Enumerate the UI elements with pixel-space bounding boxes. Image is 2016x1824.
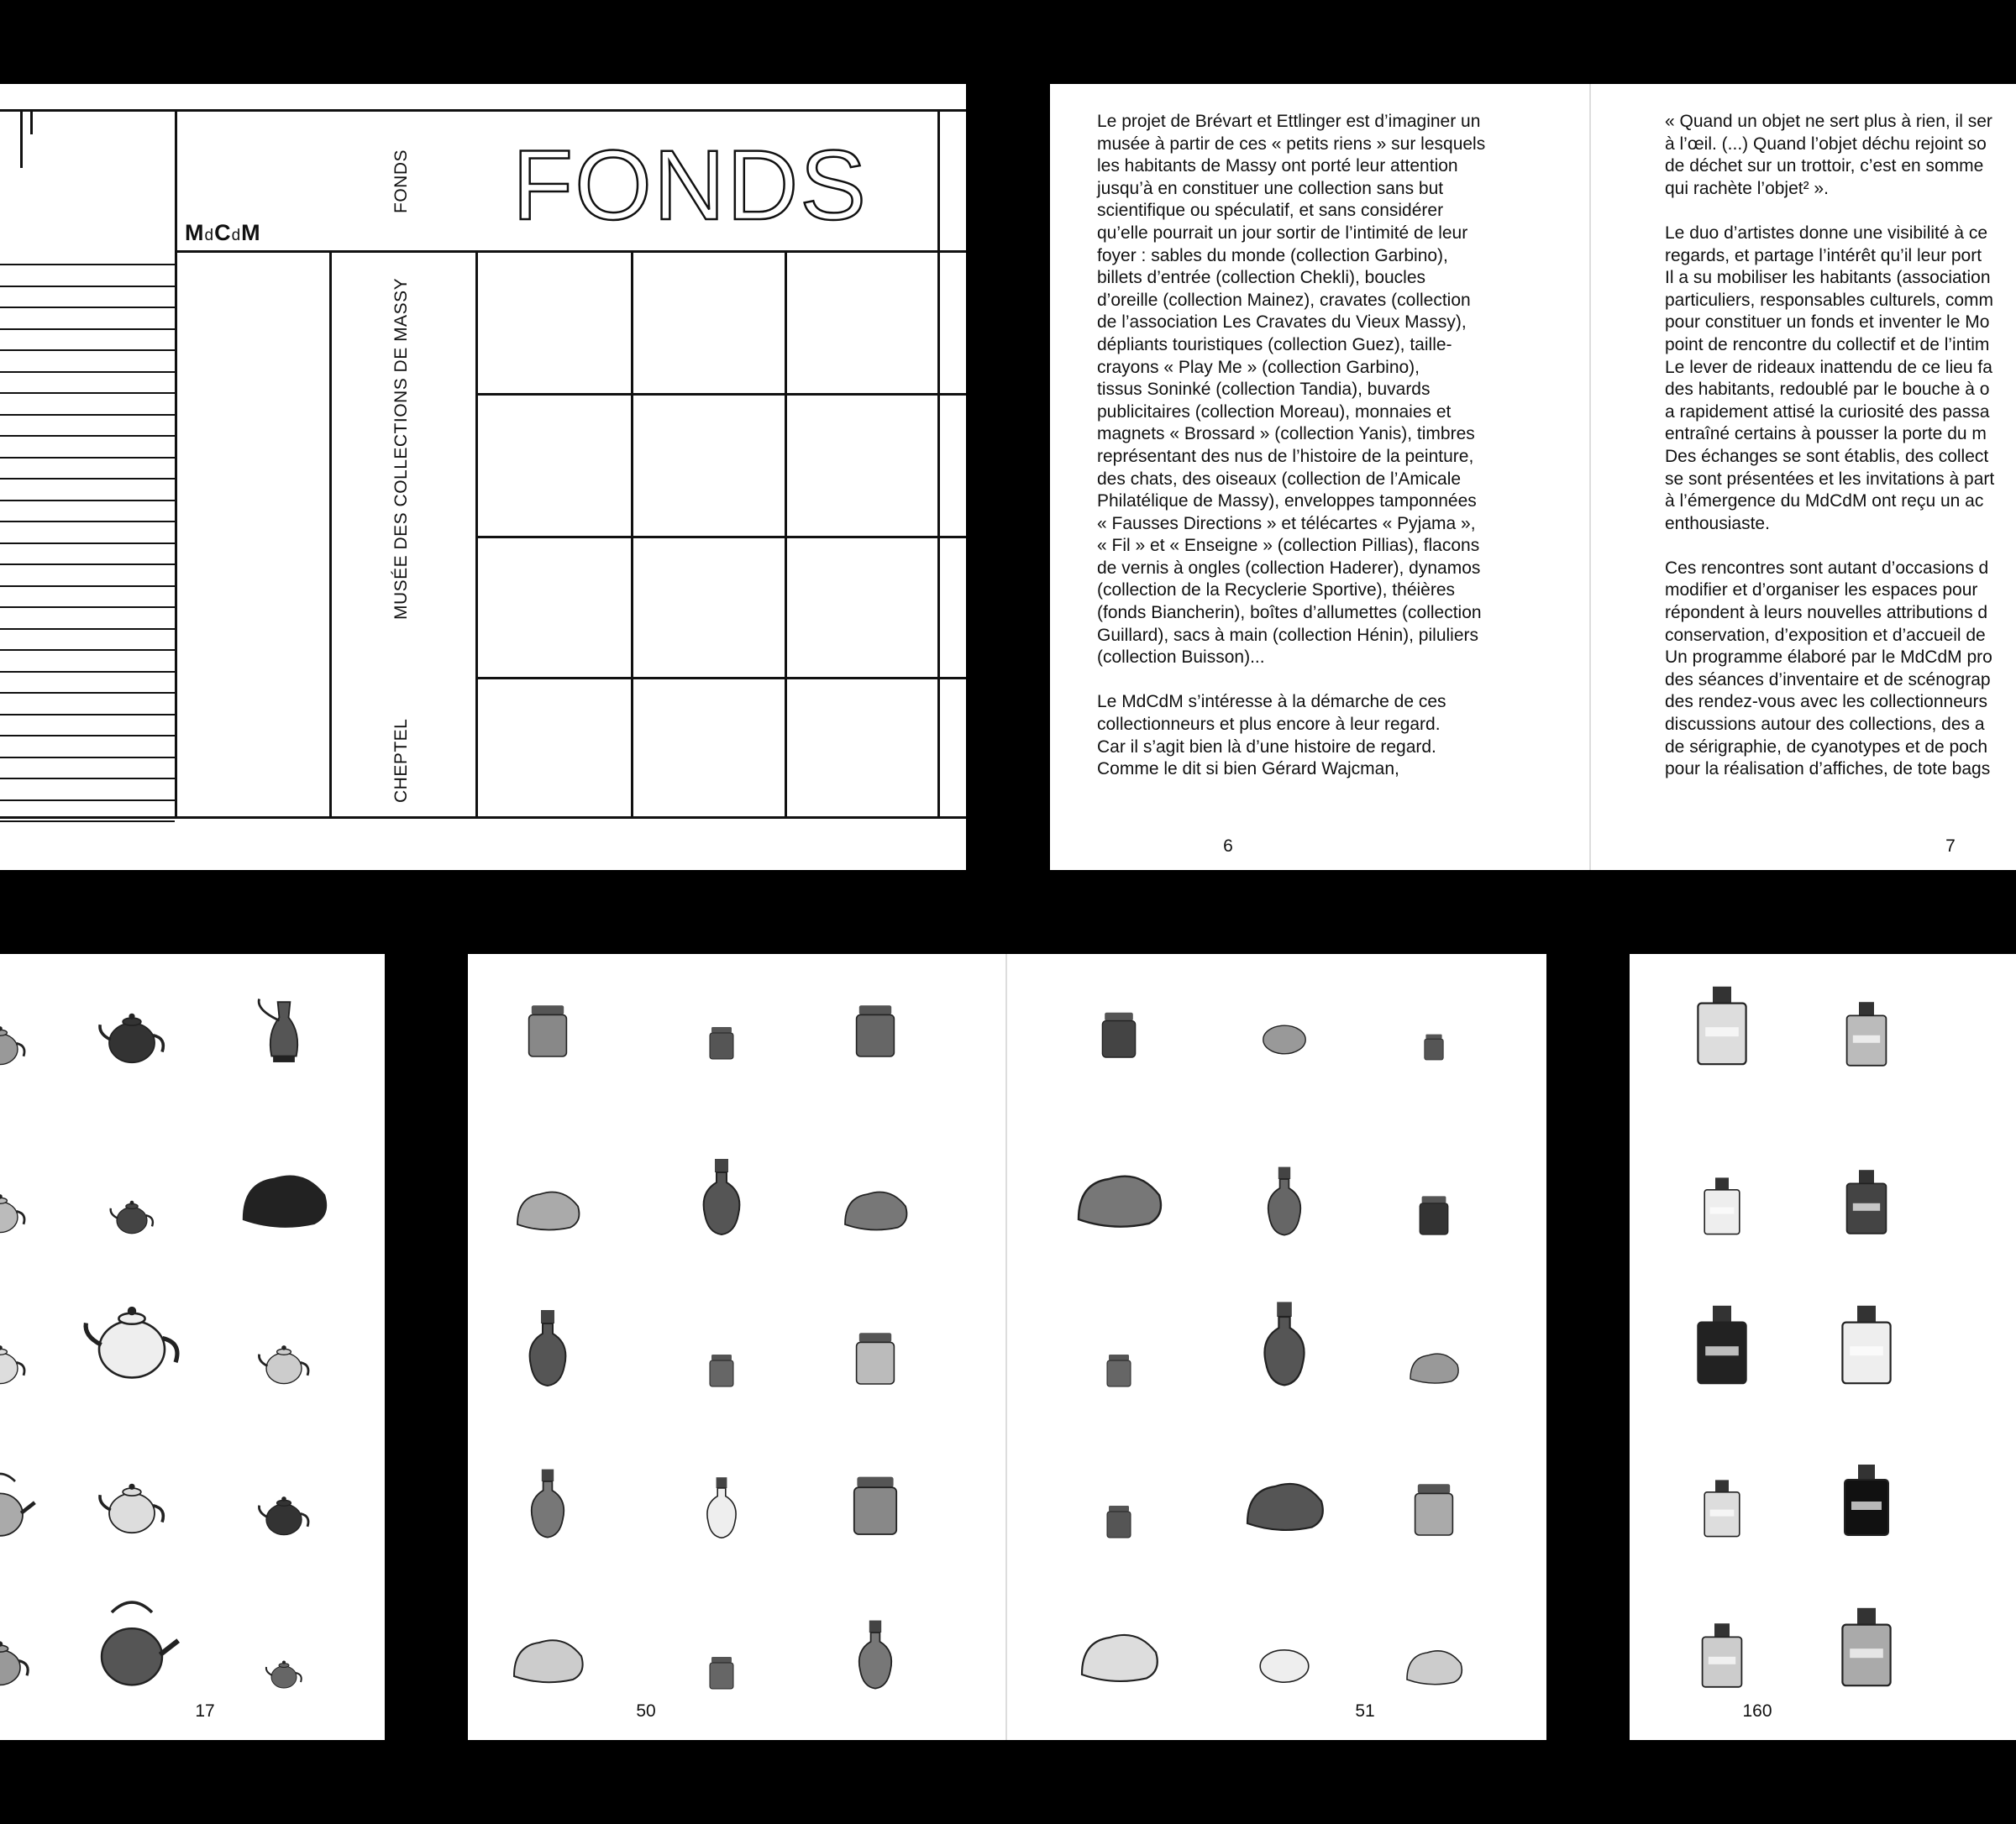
ruled-line bbox=[0, 392, 175, 394]
cover-page bbox=[0, 84, 966, 870]
sand-item-bottle bbox=[1217, 1290, 1352, 1391]
ruled-line bbox=[0, 735, 175, 736]
sand-item-jar bbox=[480, 962, 615, 1063]
sand-item-bottle bbox=[654, 1139, 789, 1240]
cheptel-label: CHEPTEL bbox=[391, 718, 411, 803]
fonds-title: FONDS bbox=[512, 130, 868, 241]
ruled-line bbox=[0, 820, 175, 822]
teapot-item-kettle bbox=[65, 1592, 199, 1693]
sand-item-bag bbox=[808, 1139, 942, 1240]
sand-item-bag bbox=[480, 1592, 615, 1693]
teapot-item-teapot bbox=[65, 1441, 199, 1542]
sand-item-jar bbox=[654, 1592, 789, 1693]
tick-mark bbox=[30, 109, 33, 134]
ruled-line bbox=[0, 349, 175, 351]
teapot-item-dallah bbox=[217, 971, 351, 1072]
ruled-line bbox=[0, 606, 175, 608]
ruled-line bbox=[0, 478, 175, 480]
sand-item-bowl bbox=[1217, 962, 1352, 1063]
mdcdm-logo: MdCdM bbox=[185, 220, 261, 245]
label-divider-1 bbox=[329, 250, 332, 818]
page-number-left: 50 bbox=[636, 1701, 656, 1721]
sand-spread bbox=[468, 954, 1546, 1740]
perfume-page bbox=[1630, 954, 2016, 1740]
page-number: 160 bbox=[1742, 1701, 1772, 1721]
teapot-item-teapot bbox=[217, 1592, 351, 1693]
perfume-item-perfume bbox=[1799, 1139, 1934, 1240]
ruled-line bbox=[0, 671, 175, 673]
perfume-item-perfume bbox=[1655, 1441, 1789, 1542]
sand-item-jar bbox=[654, 1290, 789, 1391]
grid-vline bbox=[631, 250, 633, 818]
ruled-line bbox=[0, 457, 175, 459]
frame-right bbox=[937, 109, 940, 818]
teapot-item-teapot bbox=[0, 1139, 67, 1240]
ruled-line bbox=[0, 264, 175, 265]
tick-mark bbox=[20, 109, 23, 168]
header-divider bbox=[175, 250, 966, 253]
frame-top bbox=[0, 109, 966, 112]
page-number-left: 6 bbox=[1223, 836, 1233, 856]
frame-bottom bbox=[0, 816, 966, 819]
grid-vline bbox=[785, 250, 787, 818]
perfume-item-perfume bbox=[1655, 1592, 1789, 1693]
grid-hline bbox=[475, 677, 966, 679]
teapot-item-teapot bbox=[65, 971, 199, 1072]
teapot-item-teapot bbox=[0, 1290, 67, 1391]
grid-hline bbox=[475, 536, 966, 538]
page-number-right: 7 bbox=[1945, 836, 1956, 856]
page-number-right: 51 bbox=[1355, 1701, 1375, 1721]
label-divider-2 bbox=[475, 250, 478, 818]
ruled-line bbox=[0, 371, 175, 373]
ruled-line bbox=[0, 328, 175, 330]
perfume-item-perfume bbox=[1799, 1441, 1934, 1542]
ruled-line bbox=[0, 628, 175, 630]
teapot-item-teapot bbox=[0, 971, 67, 1072]
right-text-column: « Quand un objet ne sert plus à rien, il ser à l’œil. (...) Quand l’objet déchu rejoint so de déchet sur un trottoir, c’est en somme qui rachète l’objet² ». Le duo d’artistes donne une visibilité à ce regards, et partage l’intérêt qu’il leur port Il a su mobiliser les habitants (association particuliers, responsables culturels, comm pour constituer un fonds et inventer le Mo point de rencontre du collectif et de l’intim Le lever de rideaux inattendu de ce lieu fa des habitants, redoublé par le bouche à o a rapidement attisé la curiosité des passa entraîné certains à pousser la porte du m Des échanges se sont établis, des collect se sont présentées et les invitations à part à l’émergence du MdCdM ont reçu un ac enthousiaste. Ces rencontres sont autant d’occasions d modifier et d’organiser les espaces pour répondent à leurs nouvelles attributions d conservation, d’exposition et d’accueil de Un programme élaboré par le MdCdM pro des séances d’inventaire et de scénograp des rendez-vous avec les collectionneurs discussions autour des collections, des a de sérigraphie, de cyanotypes et de poch pour la réalisation d’affiches, de tote bags bbox=[1665, 112, 1995, 779]
teapot-item-kettle bbox=[0, 1441, 67, 1542]
ruled-line bbox=[0, 307, 175, 308]
perfume-item-perfume bbox=[1655, 971, 1789, 1072]
teapot-item-teapot bbox=[217, 1441, 351, 1542]
sand-item-jar bbox=[1052, 1441, 1186, 1542]
sand-item-bag bbox=[480, 1139, 615, 1240]
ruled-line bbox=[0, 585, 175, 587]
perfume-item-perfume bbox=[1655, 1290, 1789, 1391]
fonds-label: FONDS bbox=[391, 149, 411, 213]
ruled-line bbox=[0, 692, 175, 694]
sand-item-jar bbox=[808, 1441, 942, 1542]
sand-item-jar bbox=[808, 1290, 942, 1391]
sand-item-bottle bbox=[808, 1592, 942, 1693]
sand-item-bag bbox=[1052, 1592, 1186, 1693]
grid-hline bbox=[475, 393, 966, 396]
museum-label: MUSÉE DES COLLECTIONS DE MASSY bbox=[391, 277, 411, 620]
teapot-item-bag bbox=[217, 1139, 351, 1240]
ruled-line bbox=[0, 521, 175, 522]
ruled-line bbox=[0, 286, 175, 287]
ruled-line bbox=[0, 542, 175, 544]
sand-item-bowl bbox=[1217, 1592, 1352, 1693]
sand-item-jar bbox=[1367, 962, 1501, 1063]
ruled-line bbox=[0, 799, 175, 801]
sand-item-jar bbox=[1052, 962, 1186, 1063]
left-text-column: Le projet de Brévart et Ettlinger est d’imaginer un musée à partir de ces « petits riens » sur lesquels les habitants de Massy ont porté leur attention jusqu’à en constituer une collection sans but scientifique ou spéculatif, et sans considérer qu’elle pourrait un jour sortir de l’intimité de leur foyer : sables du monde (collection Garbino), billets d’entrée (collection Chekli), boucles d’oreille (collection Mainez), cravates (collection de l’association Les Cravates du Vieux Massy), dépliants touristiques (collection Guez), taille- crayons « Play Me » (collection Garbino), tissus Soninké (collection Tandia), buvards publicitaires (collection Moreau), monnaies et magnets « Brossard » (collection Yanis), timbres représentant des nus de l’histoire de la peinture, des chats, des oiseaux (collection de l’Amicale Philatélique de Massy), enveloppes tamponnées « Fausses Directions » et télécartes « Pyjama », « Fil » et « Enseigne » (collection Pillias), flacons de vernis à ongles (collection Haderer), dynamos (collection de la Recyclerie Sportive), théières (fonds Biancherin), boîtes d’allumettes (collection Guillard), sacs à main (collection Hénin), piluliers (collection Buisson)... Le MdCdM s’intéresse à la démarche de ces collectionneurs et plus encore à leur regard. Car il s’agit bien là d’une histoire de regard. Comme le dit si bien Gérard Wajcman, bbox=[1097, 112, 1486, 779]
ruled-line bbox=[0, 435, 175, 437]
text-spread bbox=[1050, 84, 2016, 870]
gutter bbox=[1589, 84, 1591, 870]
sand-item-bag bbox=[1217, 1441, 1352, 1542]
teapot-item-teapot bbox=[0, 1592, 67, 1693]
teapot-item-teapot bbox=[217, 1290, 351, 1391]
sand-item-jar bbox=[1052, 1290, 1186, 1391]
sand-item-jar bbox=[1367, 1139, 1501, 1240]
ruled-line bbox=[0, 778, 175, 779]
perfume-item-perfume bbox=[1799, 1290, 1934, 1391]
ruled-line bbox=[0, 414, 175, 416]
teapot-item-teapot bbox=[65, 1290, 199, 1391]
ruled-line bbox=[0, 757, 175, 758]
perfume-item-perfume bbox=[1799, 971, 1934, 1072]
perfume-item-perfume bbox=[1799, 1592, 1934, 1693]
sand-item-jar bbox=[654, 962, 789, 1063]
perfume-item-perfume bbox=[1655, 1139, 1789, 1240]
sand-item-bottle bbox=[480, 1290, 615, 1391]
sand-item-bag bbox=[1367, 1290, 1501, 1391]
teapot-page bbox=[0, 954, 385, 1740]
gutter bbox=[1005, 954, 1007, 1740]
ruled-line bbox=[0, 714, 175, 715]
sand-item-bag bbox=[1052, 1139, 1186, 1240]
teapot-item-teapot bbox=[65, 1139, 199, 1240]
page-number: 17 bbox=[195, 1701, 215, 1721]
sand-item-bag bbox=[1367, 1592, 1501, 1693]
ruled-line bbox=[0, 500, 175, 501]
column-divider bbox=[175, 109, 177, 818]
sand-item-bottle bbox=[654, 1441, 789, 1542]
ruled-line bbox=[0, 649, 175, 651]
ruled-line bbox=[0, 563, 175, 565]
sand-item-jar bbox=[808, 962, 942, 1063]
sand-item-bottle bbox=[480, 1441, 615, 1542]
sand-item-jar bbox=[1367, 1441, 1501, 1542]
sand-item-bottle bbox=[1217, 1139, 1352, 1240]
